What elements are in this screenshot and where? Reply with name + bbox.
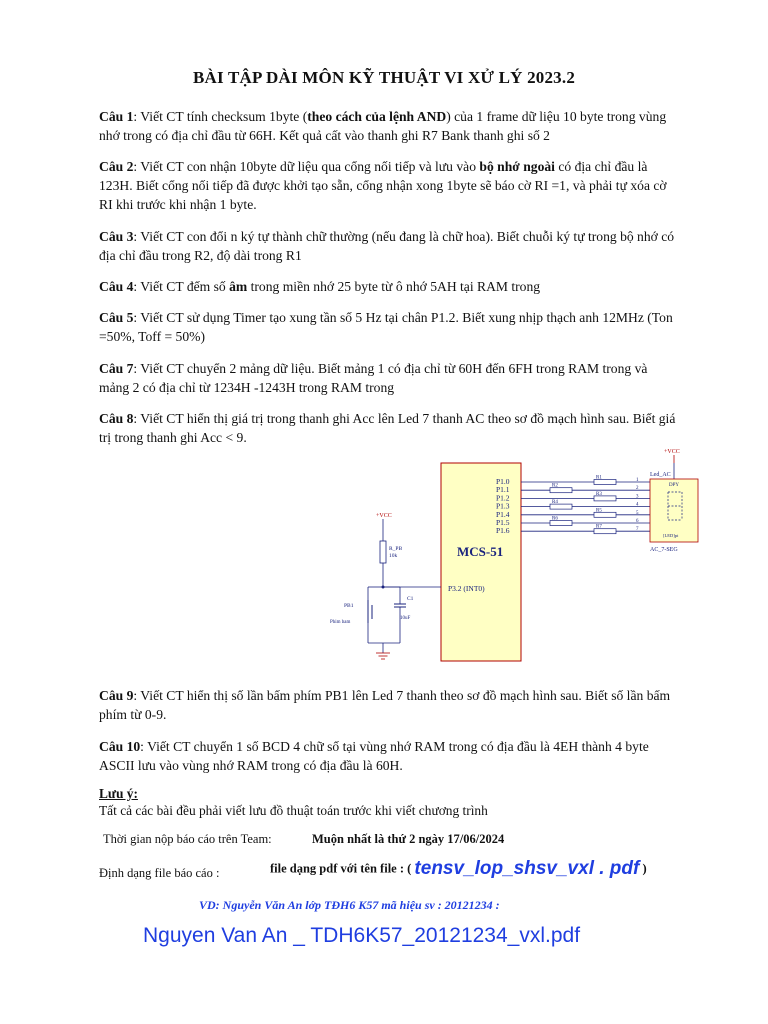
port-label: P1.3 <box>496 501 510 511</box>
int-pin-label: P3.2 (INT0) <box>448 584 485 593</box>
question-label: Câu 9 <box>99 688 134 703</box>
question-label: Câu 8 <box>99 411 134 426</box>
question-label: Câu 10 <box>99 739 141 754</box>
question-text: : Viết CT đếm số <box>133 279 230 294</box>
question-text: có địa chỉ đầu là 123H. Biết cổng nối tiếp đã được khởi tạo sẵn, cổng nhận xong 1byte sẽ báo cờ RI =1, và phải tự xóa cờ RI khi trước khi nhận 1 byte. <box>99 159 667 212</box>
question-2 <box>99 157 679 214</box>
port-label: P1.5 <box>496 518 510 527</box>
port-label: P1.6 <box>496 526 510 536</box>
question-text: : Viết CT hiển thị số lần bấm phím PB1 lên Led 7 thanh theo sơ đồ mạch hình sau. Biết số lần bấm phím từ 0-9. <box>99 688 671 722</box>
format-line <box>270 858 647 880</box>
resistor-label: R_PB <box>389 546 403 552</box>
deadline-label: Thời gian nộp báo cáo trên Team: <box>103 832 272 846</box>
format-prefix: file dạng pdf với tên file : ( <box>270 861 412 876</box>
capacitor-label: C1 <box>407 596 414 602</box>
pin-number: 5 <box>636 510 639 516</box>
pullup-resistor <box>380 541 386 563</box>
resistor-name: R4 <box>552 500 558 506</box>
note-title: Lưu ý: <box>99 786 138 801</box>
led-label: Led_AC <box>650 472 671 478</box>
question-label: Câu 3 <box>99 229 134 244</box>
port-wires <box>521 476 655 535</box>
question-text: : Viết CT hiển thị giá trị trong thanh ghi Acc lên Led 7 thanh AC theo sơ đồ mạch hình sau. Biết giá trị trong thanh ghi Acc < 9. <box>99 411 676 445</box>
circuit-diagram <box>330 445 710 670</box>
resistor-name: R5 <box>596 508 602 514</box>
format-filename: tensv_lop_shsv_vxl . pdf <box>414 858 640 879</box>
resistor-name: R3 <box>596 491 602 497</box>
port-labels <box>496 477 510 535</box>
format-label: Định dạng file báo cáo : <box>99 866 220 880</box>
led-inner-label: [LED]pt <box>663 533 679 538</box>
question-10 <box>99 737 679 775</box>
question-label: Câu 5 <box>99 310 134 325</box>
question-4 <box>99 277 679 296</box>
led-part-label: AC_7-SEG <box>650 547 678 553</box>
capacitor-value: 10uF <box>400 616 411 621</box>
question-1 <box>99 107 679 145</box>
pin-number: 4 <box>636 502 639 508</box>
question-text: : Viết CT con nhận 10byte dữ liệu qua cổng nối tiếp và lưu vào <box>133 159 480 174</box>
vcc-left-label: +VCC <box>376 513 392 519</box>
button-label: PB1 <box>344 603 354 609</box>
example-line: VD: Nguyễn Văn An lớp TĐH6 K57 mã hiệu sv : 20121234 : <box>199 898 500 912</box>
port-label: P1.1 <box>496 485 510 495</box>
question-text: : Viết CT con đổi n ký tự thành chữ thường (nếu đang là chữ hoa). Biết chuỗi ký tự trong bộ nhớ có địa chỉ đầu trong R2, độ dài trong R1 <box>99 229 675 263</box>
pin-number: 7 <box>636 527 639 533</box>
port-label: P1.2 <box>496 493 510 503</box>
vcc-right-label: +VCC <box>664 449 680 455</box>
question-label: Câu 4 <box>99 279 134 294</box>
question-3 <box>99 227 679 265</box>
led-dpy: DPY <box>669 483 680 488</box>
ground-icon <box>376 653 390 659</box>
button-sublabel: Phim bam <box>330 620 351 625</box>
pin-number: 6 <box>636 519 639 524</box>
question-label: Câu 2 <box>99 159 134 174</box>
question-text: : Viết CT chuyển 1 số BCD 4 chữ số tại vùng nhớ RAM trong có địa đầu là 4EH thành 4 byte ASCII lưu vào vùng nhớ RAM trong có địa đầu là 60H. <box>99 739 649 773</box>
question-text: : Viết CT tính checksum 1byte ( <box>133 109 308 124</box>
question-emphasis: âm <box>229 279 248 294</box>
question-text: : Viết CT sử dụng Timer tạo xung tần số 5 Hz tại chân P1.2. Biết xung nhịp thạch anh 12MHz (Ton =50%, Toff = 50%) <box>99 310 673 344</box>
question-label: Câu 7 <box>99 361 134 376</box>
question-text: ) của 1 frame dữ liệu 10 byte trong vùng nhớ trong có địa chỉ đầu từ 66H. Kết quả cất vào thanh ghi R7 Bank thanh ghi số 2 <box>99 109 667 143</box>
page-title: BÀI TẬP DÀI MÔN KỸ THUẬT VI XỬ LÝ 2023.2 <box>192 68 576 87</box>
question-9 <box>99 686 679 724</box>
pin-number: 3 <box>636 494 639 500</box>
resistor-name: R6 <box>552 516 558 522</box>
question-emphasis: bộ nhớ ngoài <box>479 159 555 174</box>
example-filename: Nguyen Van An _ TDH6K57_20121234_vxl.pdf <box>143 924 581 947</box>
resistor-value: 10k <box>389 553 398 559</box>
question-5 <box>99 308 679 346</box>
pin-number: 2 <box>636 486 639 492</box>
question-text: : Viết CT chuyển 2 mảng dữ liệu. Biết mảng 1 có địa chỉ từ 60H đến 6FH trong RAM trong và mảng 2 có địa chỉ từ 1234H -1243H trong RAM trong <box>99 361 648 395</box>
format-close: ) <box>642 861 647 876</box>
question-8 <box>99 409 679 447</box>
question-7 <box>99 359 679 397</box>
resistor-name: R2 <box>552 483 558 489</box>
resistor-name: R7 <box>596 524 602 530</box>
port-label: P1.4 <box>496 509 510 519</box>
note-text: Tất cả các bài đều phải viết lưu đồ thuật toán trước khi viết chương trình <box>99 803 488 818</box>
question-label: Câu 1 <box>99 109 134 124</box>
mcu-label: MCS-51 <box>457 544 504 559</box>
question-text: trong miền nhớ 25 byte từ ô nhớ 5AH tại RAM trong <box>247 279 541 294</box>
question-emphasis: theo cách của lệnh AND <box>307 109 447 124</box>
port-label: P1.0 <box>496 477 510 486</box>
deadline-value: Muộn nhất là thứ 2 ngày 17/06/2024 <box>312 832 505 846</box>
pin-number: 1 <box>636 478 639 483</box>
resistor-name: R1 <box>596 475 602 481</box>
